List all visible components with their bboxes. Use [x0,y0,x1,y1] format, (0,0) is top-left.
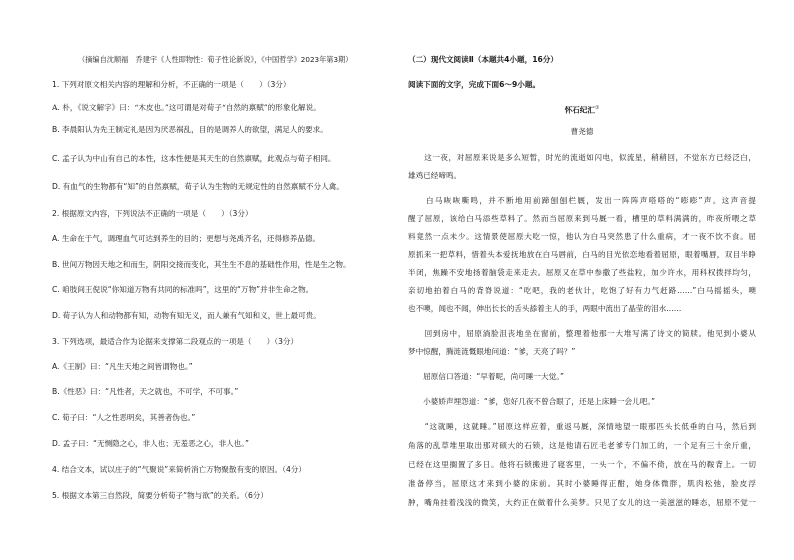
left-column [46,0,390,560]
passage-line: 小婆娇声埋怨道：“爹，您好几夜不曾合眼了，还是上床睡一会儿吧。” [408,397,656,406]
question-1-option-b: B. 李晨阳认为先王制定礼是因为厌恶祸乱，目的是调养人的欲望，满足人的要求。 [52,125,328,134]
passage-line: 原抓来一把草料，惜着头本爱抚地放在白马唇前，白马的目光依恋地看着屈原，眼着嘴唇，双目半睁 [408,250,756,259]
question-2-option-a: A. 生命在于气，调理血气可达到养生的目的；更想与尧禹齐名，还得修养品德。 [52,234,321,243]
question-2-stem: 2. 根据原文内容，下列说法不正确的一项是（ ）（3分） [52,209,253,218]
question-1-option-d: D. 有血气的生物都有“知”的自然禀赋，荀子认为生物的无规定性的自然禀赋不分人禽。 [52,182,344,191]
right-column [408,0,756,560]
passage-line: 雄鸡已经啼鸣。 [408,171,462,180]
question-2-option-d: D. 荀子认为人和动物都有知，动物有知无义，而人兼有气知和义，世上最可贵。 [52,311,321,320]
passage-line: 白马咴咴嘶鸣，并不断地用前蹄刨刨栏厩，发出一阵阵声嗒嗒的“嘭嘭”声。这声音提 [408,196,756,205]
question-1-option-c: C. 孟子认为中山有自己的本性，这本性便是其天生的自然禀赋，此观点与荀子相同。 [52,154,336,163]
passage-author: 曹尧德 [570,127,594,136]
passage-line: 角落的乱草堆里取出那对硕大的石锁，这是他请石匠毛老爹专门加工的，一个足有三十余斤重， [408,441,756,450]
question-3-option-c: C. 荀子曰：“人之性恶明矣，其善者伪也。” [52,413,196,422]
passage-line: 这一夜，对屈原来说是多么短暂，时光的流逝如闪电，似流星，稍稍回，不觉东方已经泛白， [408,153,756,162]
passage-line: 回到房中，屈原淌脸沮丧地坐在窗前，整理着他那一大堆写满了诗文的简牍。他见到小婆从 [408,329,756,338]
passage-line: 亲切地拍着白马的背脊说道：“吃吧，我的老伙计，吃饱了好有力气赶路……”白马摇摇头，噢 [408,286,756,295]
question-1-option-a: A. 朴，《说文解字》曰：“木皮也。”这可谓是对荀子“自然的禀赋”的形象化解说。 [52,103,321,112]
passage-title-footnote-mark: ① [594,105,600,111]
passage-line: 肿，嘴角挂着浅浅的微笑，大约正在做着什么美梦。只见了女儿的这一美滋滋的睡态，屈原不觉一 [408,498,756,507]
passage-line: 屈原信口答道：“早着呢，尚可睡一大觉。” [408,372,564,381]
question-5: 5. 根据文本第三自然段，简要分析荀子“物与欲”的关系。（6分） [52,491,268,500]
passage-title [408,103,756,116]
passage-line: 醒了屈原，该给白马添些草料了。然而当屈原来到马厩一看，槽里的草料满满的，昨夜所喂之草 [408,214,756,223]
question-3-stem: 3. 下列选项，最适合作为论据来支撑第二段观点的一项是（ ）（3分） [52,337,299,346]
question-1-stem: 1. 下列对原文相关内容的理解和分析，不正确的一项是（ ）（3分） [52,80,291,89]
question-4: 4. 结合文本，试以庄子的“气聚说”来简析消亡万物聚散有变的原因。（4分） [52,465,306,474]
section-heading: （二）现代文阅读Ⅱ（本题共4小题，16分） [408,55,558,64]
passage-line: 料竟然一点未少。这情景使屈原大吃一惊，他认为白马突然患了什么重病，才一夜不饮不食。屈 [408,232,756,241]
question-3-option-a: A.《王制》曰：“凡生天地之间皆谓物也。” [52,362,193,371]
question-3-option-d: D. 孟子曰：“无恻隐之心，非人也；无羞恶之心，非人也。” [52,439,249,448]
source-citation: （摘编自沈顺福 乔建宇《人性即物性：荀子性论新说》，《中国哲学》2023年第3期） [78,55,353,64]
passage-line: 梦中惊醒，腾涟涟慨眼地问道：“爹，天亮了吗？” [408,347,576,356]
passage-title-text: 怀石纪汇 [564,105,595,115]
question-2-option-c: C. 咱肢间王倪说“你知道万物有共同的标准吗”，这里的“万物”并非生命之物。 [52,285,314,294]
passage-line: “这就睡，这就睡。”屈原这样应着，重返马厩，深情地望一眼那匹头长低垂的白马，然后到 [408,422,756,431]
question-3-option-b: B.《性恶》曰：“凡性者，天之就也，不可学，不可事。” [52,387,239,396]
passage-line: 半闭，焦躁不安地扬着脑袋走来走去。屈原又在草中参撒了些盐粒，加少许水，用科权拨拌均匀， [408,268,756,277]
passage-line: 已经在这里搁置了多日。他将石锁搬进了寝客里，一头一个，不偏不倚，放在马的鞍背上。一切 [408,460,756,469]
passage-line: 准备停当，屈原这才来到小婆的床前。其时小婆睡得正酣，她身体微胖，肌肉松弛，脸皮浮 [408,479,756,488]
reading-instruction: 阅读下面的文字，完成下面6～9小题。 [408,80,541,89]
passage-line: 也不噢，闻也不闻，伸出长长的舌头舔着主人的手，两眼中流出了晶莹的泪水…… [408,304,682,313]
question-2-option-b: B. 世间万物因天地之和而生，阴阳交接而变化，其生生不息的基础性作用，性是生之物。 [52,260,351,269]
